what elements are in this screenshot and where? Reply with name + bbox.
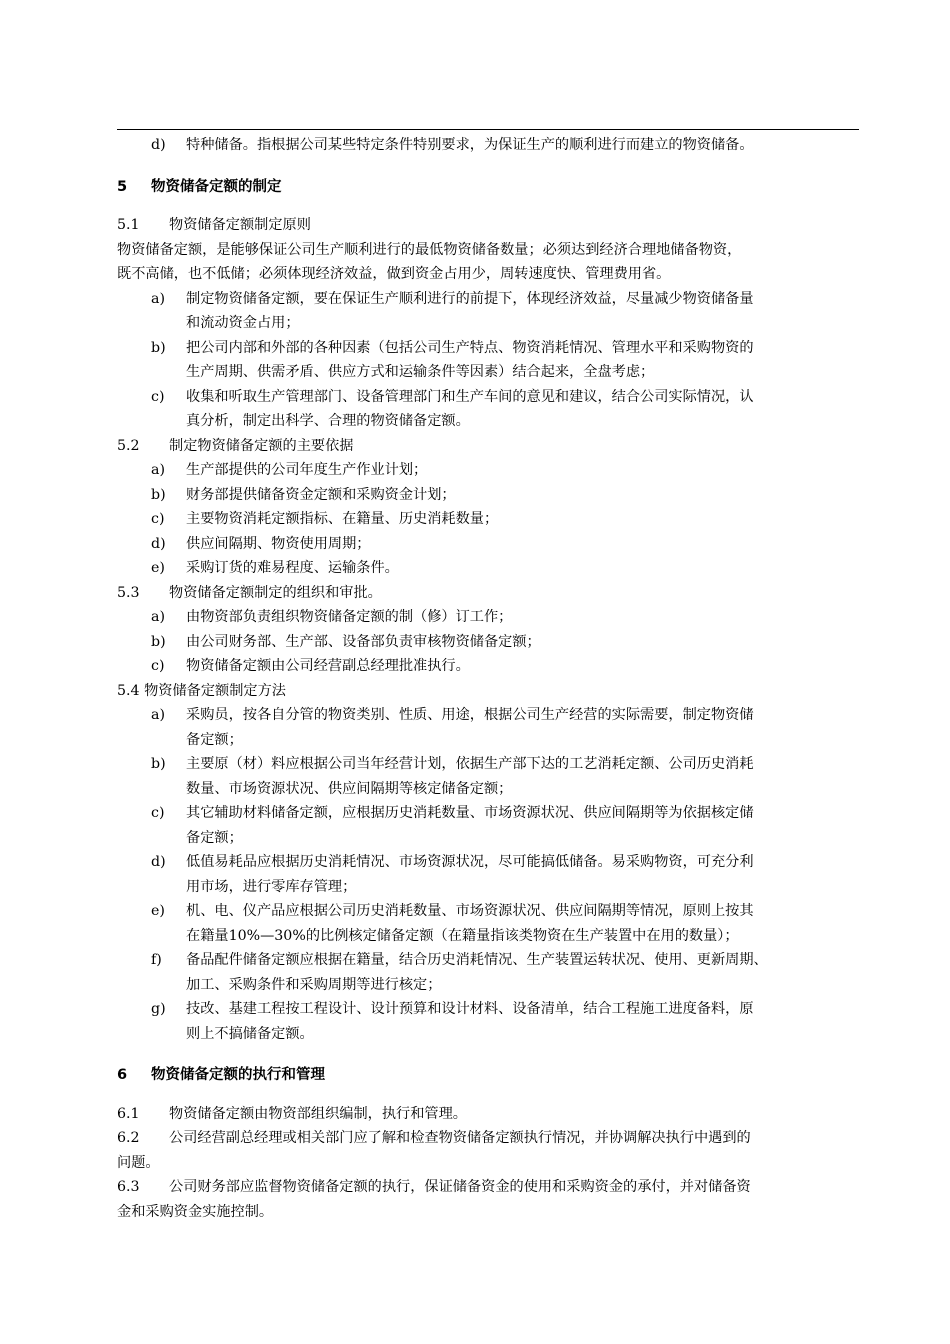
list-marker: a) <box>151 290 165 307</box>
list-line: 由公司财务部、生产部、设备部负责审核物资储备定额； <box>186 633 541 650</box>
list-marker: c) <box>151 805 165 821</box>
clause-number: 6.2 <box>117 1130 140 1146</box>
list-item <box>117 654 859 679</box>
list-item <box>117 336 859 385</box>
list-marker: d) <box>151 854 166 870</box>
list-item <box>117 997 859 1046</box>
clause <box>117 1126 859 1175</box>
subsection-heading <box>117 213 859 238</box>
list-item <box>117 850 859 899</box>
list-line: 则上不搞储备定额。 <box>186 1025 314 1042</box>
section-title: 物资储备定额的制定 <box>151 178 282 195</box>
document-page <box>117 0 859 1344</box>
list-item <box>117 133 859 158</box>
subsection-heading <box>117 434 859 459</box>
section-number: 5 <box>117 178 128 195</box>
list-marker: b) <box>151 339 166 356</box>
list-item <box>117 899 859 948</box>
list-marker: c) <box>151 658 165 674</box>
list-line: 制定物资储备定额，要在保证生产顺利进行的前提下，体现经济效益，尽量减少物资储备量 <box>186 290 754 307</box>
list-item <box>117 948 859 997</box>
list-line: 和流动资金占用； <box>186 315 300 331</box>
list-line: 加工、采购条件和采购周期等进行核定； <box>186 976 442 993</box>
list-line: 备品配件储备定额应根据在籍量，结合历史消耗情况、生产装置运转状况、使用、更新周期、 <box>186 952 768 968</box>
list-item <box>117 287 859 336</box>
list-text: 特种储备。指根据公司某些特定条件特别要求，为保证生产的顺利进行而建立的物资储备。 <box>186 137 754 153</box>
paragraph-line: 既不高储，也不低储；必须体现经济效益，做到资金占用少，周转速度快、管理费用省。 <box>117 266 671 282</box>
list-line: 真分析，制定出科学、合理的物资储备定额。 <box>186 413 470 429</box>
subsection-number: 5.2 <box>117 437 140 454</box>
list-line: 备定额； <box>186 731 243 748</box>
clause <box>117 1175 859 1224</box>
section-heading <box>117 1063 859 1088</box>
list-item <box>117 630 859 655</box>
clause-number: 6.1 <box>117 1105 140 1122</box>
list-item <box>117 752 859 801</box>
list-marker: d) <box>151 137 166 153</box>
list-marker: c) <box>151 511 165 527</box>
list-line: 财务部提供储备资金定额和采购资金计划； <box>186 486 456 503</box>
clause <box>117 1102 859 1127</box>
list-marker: b) <box>151 486 166 503</box>
list-line: 生产部提供的公司年度生产作业计划； <box>186 462 428 478</box>
list-item <box>117 507 859 532</box>
list-line: 在籍量10%—30%的比例核定储备定额（在籍量指该类物资在生产装置中在用的数量）； <box>186 927 739 944</box>
list-line: 生产周期、供需矛盾、供应方式和运输条件等因素）结合起来，全盘考虑； <box>186 364 655 380</box>
list-item <box>117 801 859 850</box>
list-line: 备定额； <box>186 829 243 846</box>
subsection-title: 物资储备定额制定方法 <box>144 682 286 699</box>
clause-text: 金和采购资金实施控制。 <box>117 1203 274 1220</box>
section-title: 物资储备定额的执行和管理 <box>151 1067 325 1083</box>
list-line: 用市场，进行零库存管理； <box>186 878 357 895</box>
section-heading <box>117 175 859 200</box>
list-item <box>117 385 859 434</box>
list-line: 主要物资消耗定额指标、在籍量、历史消耗数量； <box>186 511 499 527</box>
list-marker: c) <box>151 388 165 405</box>
list-line: 技改、基建工程按工程设计、设计预算和设计材料、设备清单，结合工程施工进度备料，原 <box>186 1001 754 1017</box>
list-item <box>117 532 859 557</box>
clause-text: 物资储备定额由物资部组织编制，执行和管理。 <box>169 1105 467 1122</box>
list-line: 数量、市场资源状况、供应间隔期等核定储备定额； <box>186 780 513 797</box>
list-line: 物资储备定额由公司经营副总经理批准执行。 <box>186 658 470 674</box>
clause-text: 问题。 <box>117 1154 160 1171</box>
list-line: 采购员，按各自分管的物资类别、性质、用途，根据公司生产经营的实际需要，制定物资储 <box>186 707 754 723</box>
list-marker: e) <box>151 903 165 919</box>
list-marker: b) <box>151 756 166 772</box>
list-marker: e) <box>151 560 165 576</box>
list-marker: b) <box>151 633 166 650</box>
list-line: 低值易耗品应根据历史消耗情况、市场资源状况，尽可能搞低储备。易采购物资，可充分利 <box>186 854 754 870</box>
subsection-title: 物资储备定额制定的组织和审批。 <box>169 584 382 601</box>
list-item <box>117 556 859 581</box>
paragraph <box>117 238 859 287</box>
list-line: 机、电、仪产品应根据公司历史消耗数量、市场资源状况、供应间隔期等情况，原则上按其 <box>186 903 754 919</box>
subsection-number: 5.4 <box>117 682 140 699</box>
list-item <box>117 458 859 483</box>
list-item <box>117 605 859 630</box>
clause-text: 公司财务部应监督物资储备定额的执行，保证储备资金的使用和采购资金的承付，并对储备资 <box>169 1179 751 1195</box>
header-rule <box>117 129 859 130</box>
list-line: 由物资部负责组织物资储备定额的制（修）订工作； <box>186 609 513 625</box>
clause-number: 6.3 <box>117 1179 140 1195</box>
list-item <box>117 483 859 508</box>
subsection-title: 物资储备定额制定原则 <box>169 217 311 233</box>
document-body <box>117 133 859 1224</box>
list-line: 其它辅助材料储备定额，应根据历史消耗数量、市场资源状况、供应间隔期等为依据核定储 <box>186 805 754 821</box>
list-line: 收集和听取生产管理部门、设备管理部门和生产车间的意见和建议，结合公司实际情况，认 <box>186 388 754 405</box>
list-marker: a) <box>151 609 165 625</box>
list-marker: d) <box>151 535 166 552</box>
subsection-number: 5.3 <box>117 584 140 601</box>
list-marker: f) <box>151 952 162 968</box>
list-line: 采购订货的难易程度、运输条件。 <box>186 560 399 576</box>
list-item <box>117 703 859 752</box>
section-number: 6 <box>117 1067 128 1083</box>
list-line: 把公司内部和外部的各种因素（包括公司生产特点、物资消耗情况、管理水平和采购物资的 <box>186 339 754 356</box>
paragraph-line: 物资储备定额，是能够保证公司生产顺利进行的最低物资储备数量；必须达到经济合理地储备物资， <box>117 241 742 258</box>
list-marker: g) <box>151 1001 166 1017</box>
subsection-heading <box>117 581 859 606</box>
subsection-heading <box>117 679 859 704</box>
subsection-title: 制定物资储备定额的主要依据 <box>169 437 354 454</box>
clause-text: 公司经营副总经理或相关部门应了解和检查物资储备定额执行情况，并协调解决执行中遇到的 <box>169 1130 751 1146</box>
list-line: 主要原（材）料应根据公司当年经营计划，依据生产部下达的工艺消耗定额、公司历史消耗 <box>186 756 754 772</box>
list-marker: a) <box>151 707 165 723</box>
list-line: 供应间隔期、物资使用周期； <box>186 535 371 552</box>
subsection-number: 5.1 <box>117 217 140 233</box>
list-marker: a) <box>151 462 165 478</box>
